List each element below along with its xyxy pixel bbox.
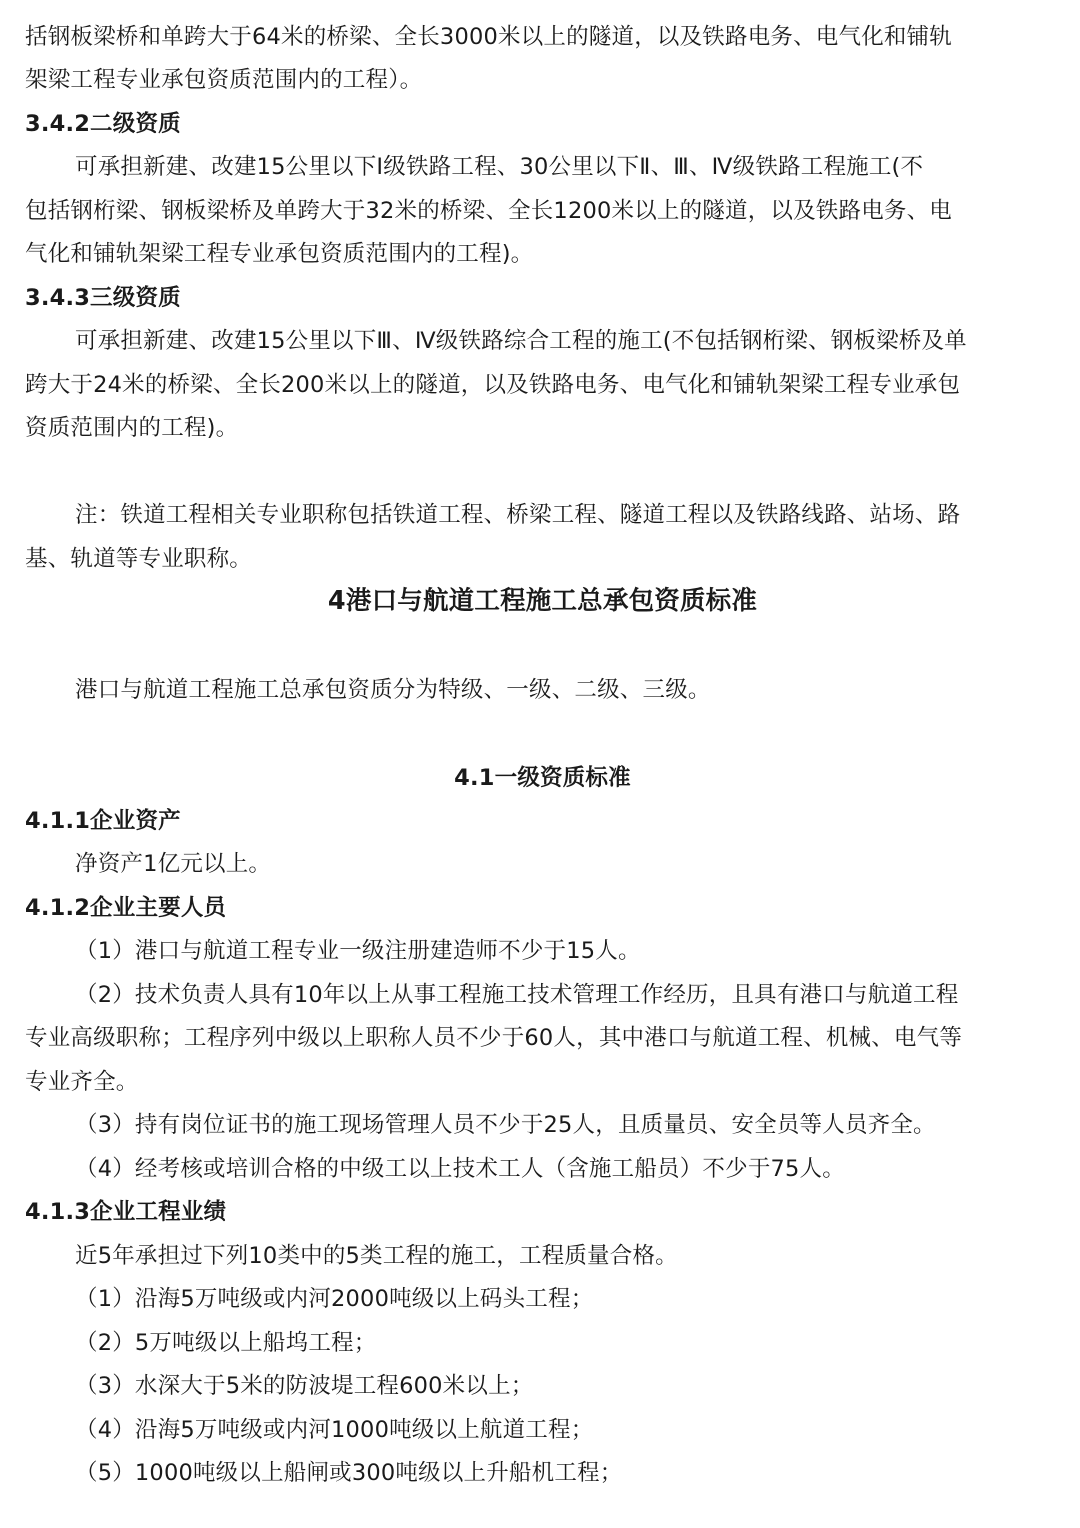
section-heading-4-1-1: 4.1.1企业资产 xyxy=(25,808,181,834)
list-item: （5）1000吨级以上船闸或300吨级以上升船机工程； xyxy=(75,1460,623,1486)
document-page xyxy=(25,0,1060,1528)
list-item: （1）沿海5万吨级或内河2000吨级以上码头工程； xyxy=(75,1286,594,1312)
paragraph-line: 专业齐全。 xyxy=(25,1069,139,1095)
section-heading-3-4-2: 3.4.2二级资质 xyxy=(25,111,181,137)
list-item: （1）港口与航道工程专业一级注册建造师不少于15人。 xyxy=(75,938,641,964)
paragraph-line: 可承担新建、改建15公里以下Ⅰ级铁路工程、30公里以下Ⅱ、Ⅲ、Ⅳ级铁路工程施工(不 xyxy=(75,154,924,180)
paragraph-line: 架梁工程专业承包资质范围内的工程）。 xyxy=(25,67,423,93)
section-heading-3-4-3: 3.4.3三级资质 xyxy=(25,285,181,311)
paragraph-line: 资质范围内的工程)。 xyxy=(25,415,239,441)
list-item: （4）沿海5万吨级或内河1000吨级以上航道工程； xyxy=(75,1417,594,1443)
list-item: （2）技术负责人具有10年以上从事工程施工技术管理工作经历，且具有港口与航道工程 xyxy=(75,982,959,1008)
paragraph-line: 跨大于24米的桥梁、全长200米以上的隧道，以及铁路电务、电气化和铺轨架梁工程专业承包 xyxy=(25,372,961,398)
note-line: 注：铁道工程相关专业职称包括铁道工程、桥梁工程、隧道工程以及铁路线路、站场、路 xyxy=(75,502,961,528)
paragraph-line: 可承担新建、改建15公里以下Ⅲ、Ⅳ级铁路综合工程的施工(不包括钢桁梁、钢板梁桥及单 xyxy=(75,328,967,354)
chapter-title: 4港口与航道工程施工总承包资质标准 xyxy=(327,586,758,616)
list-item: （3）持有岗位证书的施工现场管理人员不少于25人，且质量员、安全员等人员齐全。 xyxy=(75,1112,936,1138)
paragraph-line: 括钢板梁桥和单跨大于64米的桥梁、全长3000米以上的隧道，以及铁路电务、电气化和铺轨 xyxy=(25,24,952,50)
list-item: （4）经考核或培训合格的中级工以上技术工人（含施工船员）不少于75人。 xyxy=(75,1156,845,1182)
list-item: （3）水深大于5米的防波堤工程600米以上； xyxy=(75,1373,534,1399)
section-title-4-1: 4.1一级资质标准 xyxy=(454,765,631,791)
paragraph-line: 近5年承担过下列10类中的5类工程的施工，工程质量合格。 xyxy=(75,1243,678,1269)
list-item: （2）5万吨级以上船坞工程； xyxy=(75,1330,377,1356)
paragraph-line: 净资产1亿元以上。 xyxy=(75,851,272,877)
paragraph-line: 包括钢桁梁、钢板梁桥及单跨大于32米的桥梁、全长1200米以上的隧道，以及铁路电务、电 xyxy=(25,198,952,224)
note-line: 基、轨道等专业职称。 xyxy=(25,546,253,572)
section-heading-4-1-3: 4.1.3企业工程业绩 xyxy=(25,1199,227,1225)
section-heading-4-1-2: 4.1.2企业主要人员 xyxy=(25,895,227,921)
paragraph-line: 气化和铺轨架梁工程专业承包资质范围内的工程)。 xyxy=(25,241,534,267)
paragraph-line: 港口与航道工程施工总承包资质分为特级、一级、二级、三级。 xyxy=(75,677,711,703)
paragraph-line: 专业高级职称；工程序列中级以上职称人员不少于60人，其中港口与航道工程、机械、电气等 xyxy=(25,1025,963,1051)
